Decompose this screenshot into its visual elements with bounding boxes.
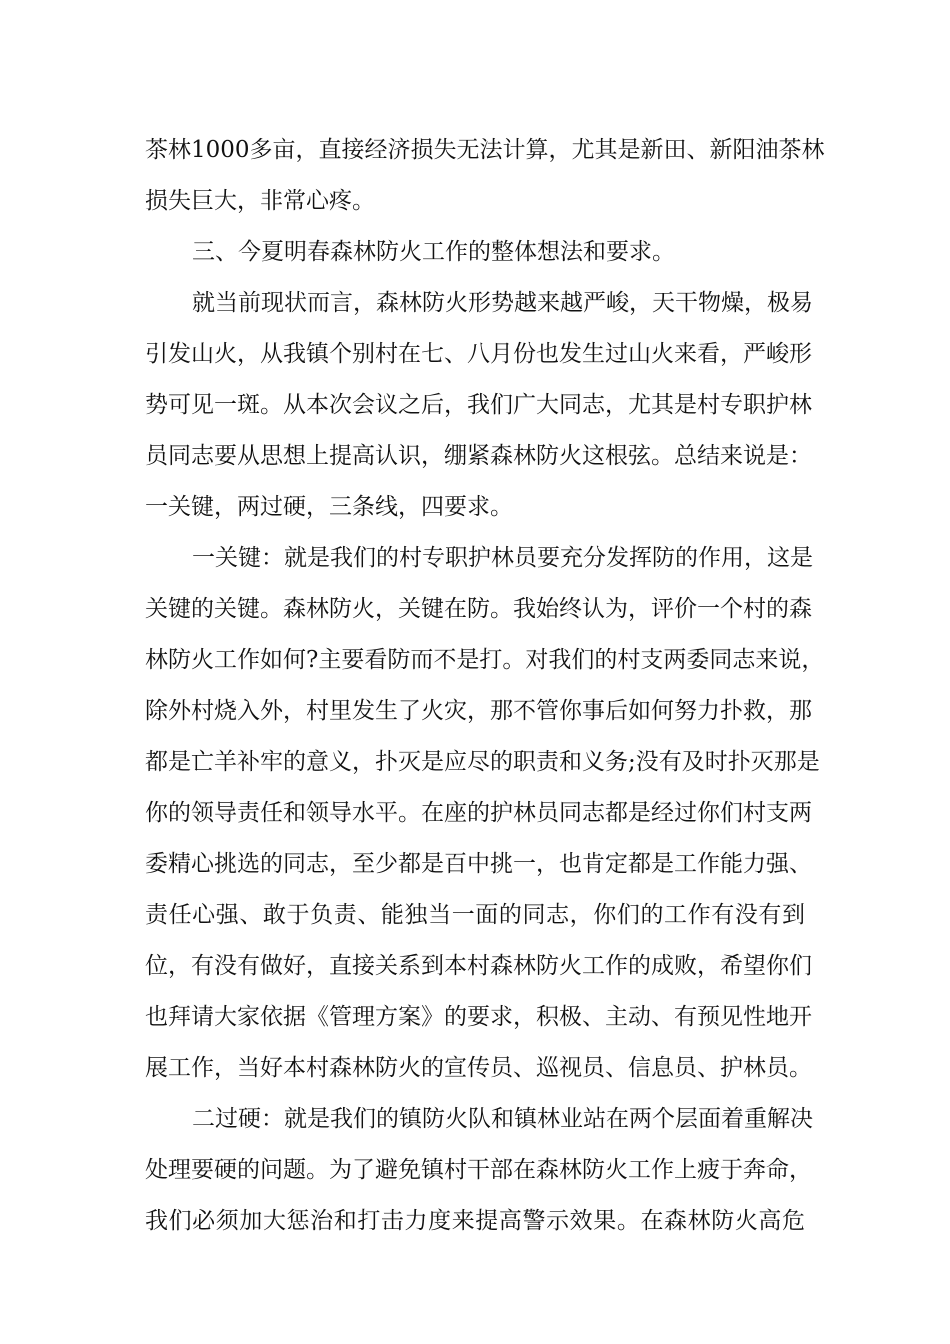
text-line: 责任心强、敢于负责、能独当一面的同志，你们的工作有没有到 — [145, 902, 805, 928]
text-line: 关键的关键。森林防火，关键在防。我始终认为，评价一个村的森 — [145, 596, 812, 622]
text-line: 委精心挑选的同志，至少都是百中挑一，也肯定都是工作能力强、 — [145, 851, 812, 877]
text-line: 就当前现状而言，森林防火形势越来越严峻，天干物燥，极易 — [192, 290, 813, 316]
text-line: 除外村烧入外，村里发生了火灾，那不管你事后如何努力扑救，那 — [145, 698, 812, 724]
text-line: 势可见一斑。从本次会议之后，我们广大同志，尤其是村专职护林 — [145, 392, 812, 418]
text-line: 引发山火，从我镇个别村在七、八月份也发生过山火来看，严峻形 — [145, 341, 812, 367]
text-line: 一关键：就是我们的村专职护林员要充分发挥防的作用，这是 — [192, 545, 813, 571]
text-line: 展工作，当好本村森林防火的宣传员、巡视员、信息员、护林员。 — [145, 1055, 812, 1081]
text-line: 二过硬：就是我们的镇防火队和镇林业站在两个层面着重解决 — [192, 1106, 813, 1132]
text-line: 也拜请大家依据《管理方案》的要求，积极、主动、有预见性地开 — [145, 1004, 812, 1030]
text-line: 损失巨大，非常心疼。 — [145, 188, 375, 214]
text-line: 林防火工作如何?主要看防而不是打。对我们的村支两委同志来说， — [145, 647, 825, 673]
text-line: 你的领导责任和领导水平。在座的护林员同志都是经过你们村支两 — [145, 800, 812, 826]
text-line: 我们必须加大惩治和打击力度来提高警示效果。在森林防火高危 — [145, 1208, 805, 1234]
section-heading: 三、今夏明春森林防火工作的整体想法和要求。 — [192, 239, 675, 265]
text-line: 都是亡羊补牢的意义，扑灭是应尽的职责和义务;没有及时扑灭那是 — [145, 749, 820, 775]
text-line: 一关键，两过硬，三条线，四要求。 — [145, 494, 513, 520]
text-line: 位，有没有做好，直接关系到本村森林防火工作的成败，希望你们 — [145, 953, 812, 979]
text-line: 处理要硬的问题。为了避免镇村干部在森林防火工作上疲于奔命， — [145, 1157, 812, 1183]
text-line: 茶林1000多亩，直接经济损失无法计算，尤其是新田、新阳油茶林 — [145, 137, 825, 163]
text-line: 员同志要从思想上提高认识，绷紧森林防火这根弦。总结来说是： — [145, 443, 812, 469]
